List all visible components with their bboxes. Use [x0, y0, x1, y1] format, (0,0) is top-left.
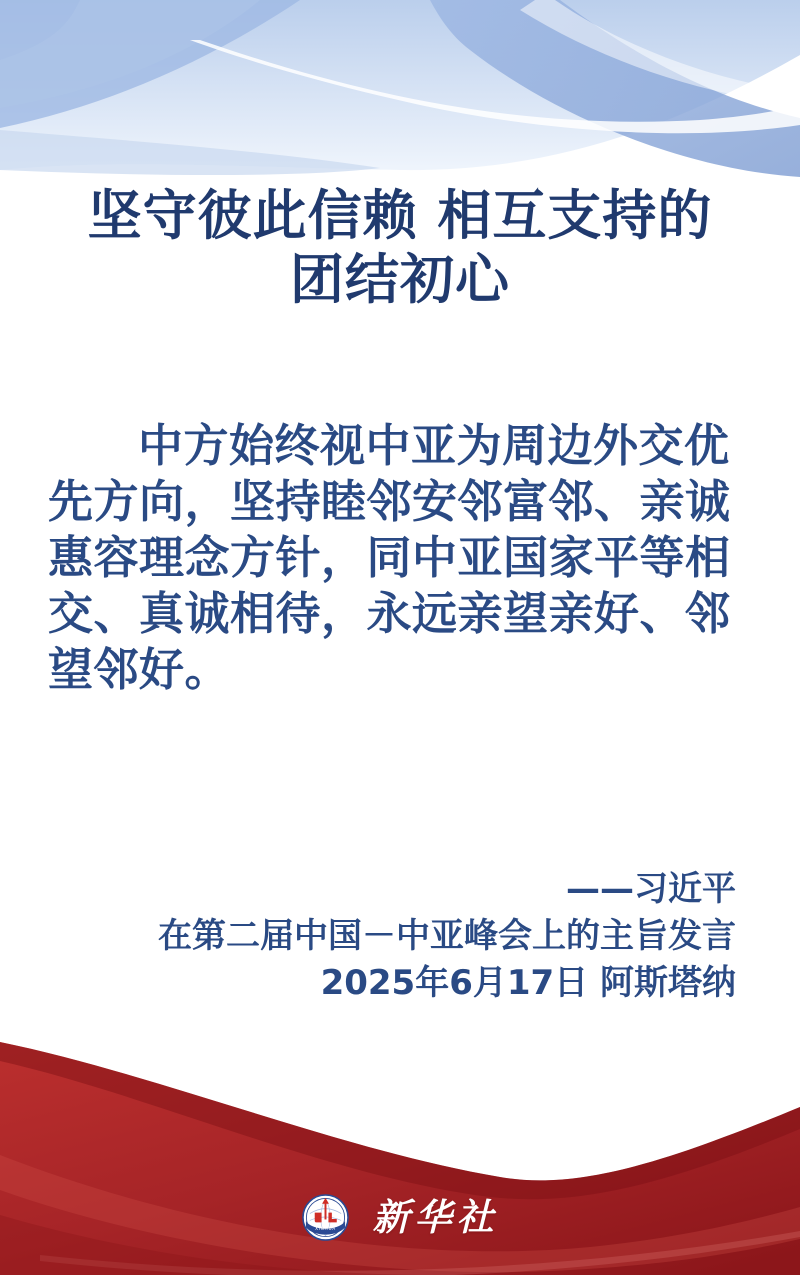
- quote-line: 交、真诚相待，永远亲望亲好、邻: [48, 587, 731, 640]
- attribution: [64, 866, 736, 1007]
- quote-line: 中方始终视中亚为周边外交优: [138, 419, 730, 472]
- agency-name: 新华社: [372, 1195, 499, 1239]
- top-wave-decoration: [0, 0, 800, 200]
- footer-brand: [0, 1190, 800, 1244]
- quote-line: 惠容理念方针，同中亚国家平等相: [48, 531, 731, 584]
- quote-line: 望邻好。: [48, 643, 231, 696]
- attribution-author: ——习近平: [566, 869, 736, 909]
- attribution-date-location: 2025年6月17日 阿斯塔纳: [320, 963, 736, 1003]
- quote-body: [48, 418, 754, 698]
- xinhua-emblem-icon: [302, 1194, 349, 1241]
- emblem-label: XINHUA: [314, 1226, 336, 1232]
- attribution-source: 在第二届中国－中亚峰会上的主旨发言: [158, 916, 736, 956]
- headline-line-1: 坚守彼此信赖 相互支持的: [87, 184, 713, 247]
- quote-line: 先方向，坚持睦邻安邻富邻、亲诚: [48, 475, 731, 528]
- headline: [0, 184, 800, 312]
- headline-line-2: 团结初心: [290, 248, 510, 311]
